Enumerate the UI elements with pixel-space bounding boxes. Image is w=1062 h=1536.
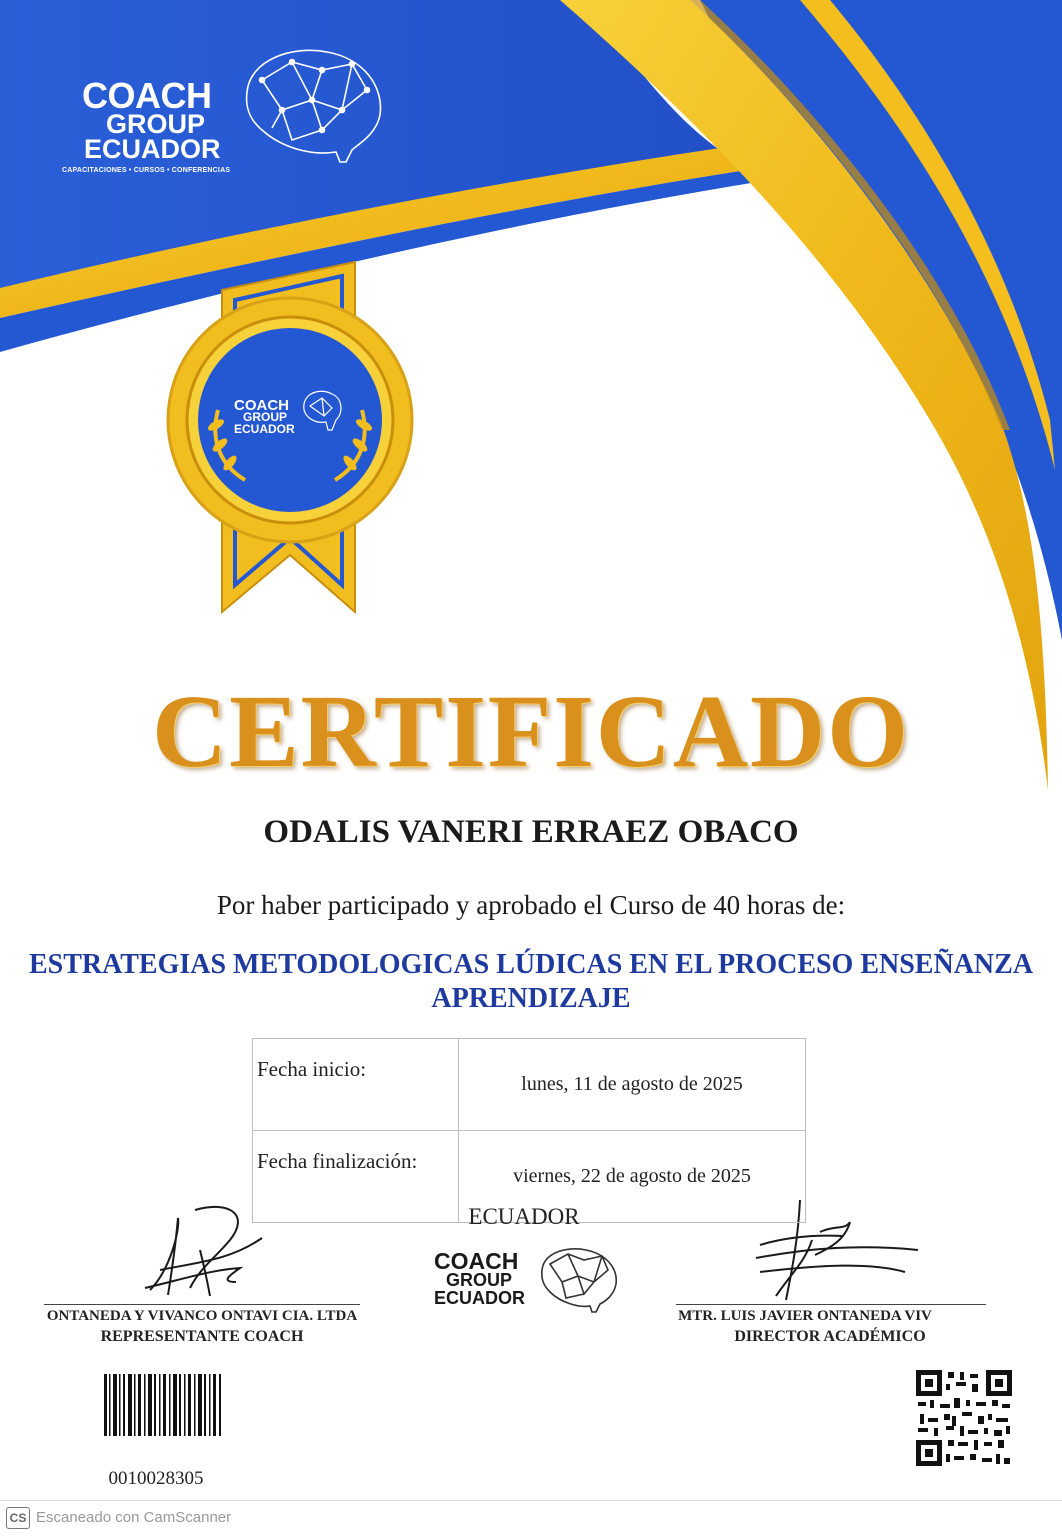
serial-number: 0010028305 xyxy=(108,1468,204,1489)
logo-coach-text: COACH xyxy=(82,75,212,116)
end-date-value: viernes, 22 de agosto de 2025 xyxy=(459,1131,806,1223)
qr-code xyxy=(916,1370,1012,1466)
seal-ecuador-text: ECUADOR xyxy=(234,422,295,436)
logo-tagline: CAPACITACIONES • CURSOS • CONFERENCIAS xyxy=(62,167,231,174)
course-title-line2: APRENDIZAJE xyxy=(431,983,631,1014)
center-logo-ecuador: ECUADOR xyxy=(434,1288,526,1308)
seal-coach-text: COACH xyxy=(234,397,289,414)
country-label: ECUADOR xyxy=(468,1204,580,1229)
course-title-line1: ESTRATEGIAS METODOLOGICAS LÚDICAS EN EL PROCESO ENSEÑANZA xyxy=(28,949,1034,980)
right-signer-role: DIRECTOR ACADÉMICO xyxy=(734,1328,926,1345)
course-title xyxy=(20,948,1042,1016)
camscanner-text: Escaneado con CamScanner xyxy=(36,1509,232,1526)
recipient-name: ODALIS VANERI ERRAEZ OBACO xyxy=(263,814,799,850)
certificate-title: CERTIFICADO xyxy=(152,674,910,789)
end-date-label: Fecha finalización: xyxy=(253,1131,459,1223)
intro-text: Por haber participado y aprobado el Curso de 40 horas de: xyxy=(216,890,846,920)
seal-group-text: GROUP xyxy=(243,410,288,424)
center-logo-group: GROUP xyxy=(446,1270,513,1290)
camscanner-footer xyxy=(0,1500,1062,1536)
start-date-label: Fecha inicio: xyxy=(253,1039,459,1131)
table-row xyxy=(253,1039,806,1131)
logo-ecuador-text: ECUADOR xyxy=(84,134,221,164)
start-date-value: lunes, 11 de agosto de 2025 xyxy=(459,1039,806,1131)
right-signer-name: MTR. LUIS JAVIER ONTANEDA VIV xyxy=(678,1308,932,1324)
left-signer-role: REPRESENTANTE COACH xyxy=(100,1328,304,1345)
signature-line-right xyxy=(676,1304,986,1305)
left-signer-name: ONTANEDA Y VIVANCO ONTAVI CIA. LTDA xyxy=(46,1308,358,1324)
camscanner-icon: CS xyxy=(6,1507,30,1529)
signature-line-left xyxy=(44,1304,360,1305)
center-logo-coach: COACH xyxy=(434,1248,519,1274)
dates-table xyxy=(252,1038,806,1223)
logo-group-text: GROUP xyxy=(106,109,206,139)
